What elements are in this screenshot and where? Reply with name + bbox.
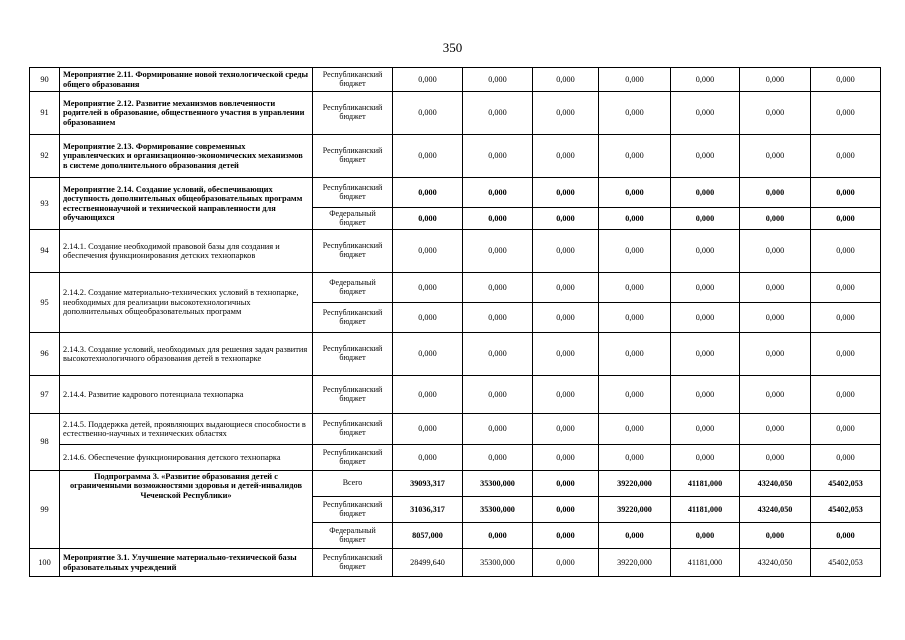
amount-cell: 0,000 (533, 445, 599, 471)
amount-cell: 45402,053 (811, 497, 881, 523)
activity-name: Подпрограмма 3. «Развитие образования детей с ограниченными возможностями здоровья и детей-инвалидов Чеченской Республики» (60, 471, 313, 549)
amount-cell: 0,000 (533, 178, 599, 208)
amount-cell: 0,000 (463, 178, 533, 208)
amount-cell: 0,000 (671, 178, 740, 208)
amount-cell: 0,000 (533, 497, 599, 523)
amount-cell: 0,000 (671, 230, 740, 273)
table-row (30, 230, 881, 273)
amount-cell: 39220,000 (599, 549, 671, 577)
amount-cell: 0,000 (811, 178, 881, 208)
table-row (30, 549, 881, 577)
amount-cell: 0,000 (740, 68, 811, 92)
amount-cell: 0,000 (811, 273, 881, 303)
amount-cell: 0,000 (533, 303, 599, 333)
amount-cell: 0,000 (671, 208, 740, 230)
row-number: 95 (30, 273, 60, 333)
table-body (30, 68, 881, 577)
amount-cell: 0,000 (533, 549, 599, 577)
amount-cell: 0,000 (671, 303, 740, 333)
amount-cell: 0,000 (393, 92, 463, 135)
amount-cell: 0,000 (393, 303, 463, 333)
table-row (30, 445, 881, 471)
amount-cell: 0,000 (599, 208, 671, 230)
amount-cell: 0,000 (463, 333, 533, 376)
amount-cell: 0,000 (740, 445, 811, 471)
amount-cell: 0,000 (393, 208, 463, 230)
amount-cell: 0,000 (463, 208, 533, 230)
amount-cell: 0,000 (811, 303, 881, 333)
amount-cell: 0,000 (740, 303, 811, 333)
amount-cell: 0,000 (463, 68, 533, 92)
amount-cell: 0,000 (671, 523, 740, 549)
amount-cell: 0,000 (811, 523, 881, 549)
funding-source: Республиканский бюджет (313, 445, 393, 471)
amount-cell: 0,000 (599, 303, 671, 333)
amount-cell: 0,000 (599, 376, 671, 414)
funding-source: Республиканский бюджет (313, 303, 393, 333)
amount-cell: 0,000 (811, 230, 881, 273)
funding-source: Республиканский бюджет (313, 497, 393, 523)
amount-cell: 0,000 (533, 414, 599, 445)
amount-cell: 0,000 (463, 445, 533, 471)
amount-cell: 45402,053 (811, 549, 881, 577)
amount-cell: 0,000 (463, 230, 533, 273)
amount-cell: 0,000 (740, 333, 811, 376)
funding-source: Республиканский бюджет (313, 376, 393, 414)
amount-cell: 0,000 (811, 68, 881, 92)
amount-cell: 0,000 (671, 92, 740, 135)
funding-source: Республиканский бюджет (313, 135, 393, 178)
budget-table (29, 67, 881, 577)
activity-name: Мероприятие 3.1. Улучшение материально-технической базы образовательных учреждений (60, 549, 313, 577)
amount-cell: 0,000 (671, 445, 740, 471)
amount-cell: 0,000 (740, 178, 811, 208)
row-number: 90 (30, 68, 60, 92)
amount-cell: 0,000 (393, 135, 463, 178)
amount-cell: 0,000 (671, 135, 740, 178)
activity-name: Мероприятие 2.11. Формирование новой технологической среды общего образования (60, 68, 313, 92)
activity-name: 2.14.5. Поддержка детей, проявляющих выдающиеся способности в естественно-научных и технических областях (60, 414, 313, 445)
amount-cell: 0,000 (533, 230, 599, 273)
funding-source: Федеральный бюджет (313, 273, 393, 303)
table-row (30, 273, 881, 303)
funding-source: Федеральный бюджет (313, 523, 393, 549)
amount-cell: 0,000 (740, 273, 811, 303)
amount-cell: 31036,317 (393, 497, 463, 523)
activity-name: Мероприятие 2.12. Развитие механизмов вовлеченности родителей в образование, общественного участия в управлении образованием (60, 92, 313, 135)
amount-cell: 0,000 (740, 135, 811, 178)
amount-cell: 0,000 (599, 333, 671, 376)
amount-cell: 0,000 (463, 303, 533, 333)
amount-cell: 0,000 (533, 92, 599, 135)
amount-cell: 0,000 (671, 414, 740, 445)
amount-cell: 35300,000 (463, 549, 533, 577)
amount-cell: 0,000 (463, 414, 533, 445)
amount-cell: 43240,050 (740, 549, 811, 577)
activity-name: 2.14.6. Обеспечение функционирования детского технопарка (60, 445, 313, 471)
amount-cell: 0,000 (393, 178, 463, 208)
amount-cell: 0,000 (671, 333, 740, 376)
amount-cell: 41181,000 (671, 471, 740, 497)
amount-cell: 0,000 (740, 208, 811, 230)
funding-source: Республиканский бюджет (313, 178, 393, 208)
table-row (30, 471, 881, 497)
amount-cell: 0,000 (811, 92, 881, 135)
amount-cell: 43240,050 (740, 497, 811, 523)
amount-cell: 0,000 (533, 523, 599, 549)
activity-name: 2.14.1. Создание необходимой правовой базы для создания и обеспечения функционирования детских технопарков (60, 230, 313, 273)
page-number: 350 (442, 40, 463, 55)
table-row (30, 414, 881, 445)
amount-cell: 0,000 (463, 523, 533, 549)
amount-cell: 0,000 (393, 273, 463, 303)
amount-cell: 0,000 (811, 376, 881, 414)
row-number: 93 (30, 178, 60, 230)
funding-source: Республиканский бюджет (313, 68, 393, 92)
funding-source: Всего (313, 471, 393, 497)
amount-cell: 0,000 (599, 230, 671, 273)
amount-cell: 41181,000 (671, 549, 740, 577)
funding-source: Республиканский бюджет (313, 92, 393, 135)
table-row (30, 135, 881, 178)
amount-cell: 0,000 (671, 376, 740, 414)
amount-cell: 0,000 (599, 178, 671, 208)
table-row (30, 178, 881, 208)
funding-source: Республиканский бюджет (313, 230, 393, 273)
amount-cell: 0,000 (740, 523, 811, 549)
amount-cell: 0,000 (599, 92, 671, 135)
amount-cell: 0,000 (740, 414, 811, 445)
amount-cell: 0,000 (463, 376, 533, 414)
amount-cell: 0,000 (811, 135, 881, 178)
amount-cell: 0,000 (811, 414, 881, 445)
activity-name: Мероприятие 2.13. Формирование современных управленческих и организационно-экономических механизмов в системе дополнительного образования детей (60, 135, 313, 178)
activity-name: 2.14.4. Развитие кадрового потенциала технопарка (60, 376, 313, 414)
amount-cell: 0,000 (463, 273, 533, 303)
table-row (30, 68, 881, 92)
activity-name: 2.14.2. Создание материально-технических условий в технопарке, необходимых для реализации высокотехнологичных дополнительных общеобразовательных программ (60, 273, 313, 333)
amount-cell: 39093,317 (393, 471, 463, 497)
amount-cell: 0,000 (393, 376, 463, 414)
funding-source: Федеральный бюджет (313, 208, 393, 230)
row-number: 92 (30, 135, 60, 178)
table-row (30, 376, 881, 414)
funding-source: Республиканский бюджет (313, 549, 393, 577)
row-number: 99 (30, 471, 60, 549)
amount-cell: 0,000 (599, 445, 671, 471)
amount-cell: 41181,000 (671, 497, 740, 523)
amount-cell: 0,000 (393, 445, 463, 471)
amount-cell: 0,000 (599, 273, 671, 303)
amount-cell: 0,000 (599, 523, 671, 549)
amount-cell: 0,000 (533, 333, 599, 376)
amount-cell: 0,000 (393, 333, 463, 376)
amount-cell: 0,000 (671, 68, 740, 92)
amount-cell: 0,000 (533, 135, 599, 178)
amount-cell: 0,000 (671, 273, 740, 303)
row-number: 98 (30, 414, 60, 471)
row-number: 97 (30, 376, 60, 414)
activity-name: Мероприятие 2.14. Создание условий, обеспечивающих доступность дополнительных общеобразовательных программ естественнонаучной и технической направленности для обучающихся (60, 178, 313, 230)
amount-cell: 0,000 (811, 445, 881, 471)
amount-cell: 0,000 (533, 471, 599, 497)
amount-cell: 35300,000 (463, 497, 533, 523)
amount-cell: 8057,000 (393, 523, 463, 549)
amount-cell: 0,000 (533, 208, 599, 230)
row-number: 96 (30, 333, 60, 376)
amount-cell: 0,000 (599, 414, 671, 445)
amount-cell: 39220,000 (599, 497, 671, 523)
amount-cell: 0,000 (740, 92, 811, 135)
amount-cell: 0,000 (740, 376, 811, 414)
funding-source: Республиканский бюджет (313, 333, 393, 376)
amount-cell: 0,000 (393, 230, 463, 273)
table-row (30, 92, 881, 135)
amount-cell: 0,000 (811, 333, 881, 376)
row-number: 100 (30, 549, 60, 577)
row-number: 94 (30, 230, 60, 273)
amount-cell: 43240,050 (740, 471, 811, 497)
amount-cell: 0,000 (599, 135, 671, 178)
amount-cell: 0,000 (393, 414, 463, 445)
amount-cell: 0,000 (599, 68, 671, 92)
amount-cell: 0,000 (740, 230, 811, 273)
amount-cell: 0,000 (811, 208, 881, 230)
activity-name: 2.14.3. Создание условий, необходимых для решения задач развития высокотехнологичного образования детей в технопарке (60, 333, 313, 376)
table-row (30, 333, 881, 376)
amount-cell: 0,000 (533, 68, 599, 92)
amount-cell: 0,000 (393, 68, 463, 92)
amount-cell: 28499,640 (393, 549, 463, 577)
amount-cell: 35300,000 (463, 471, 533, 497)
row-number: 91 (30, 92, 60, 135)
amount-cell: 0,000 (463, 135, 533, 178)
amount-cell: 39220,000 (599, 471, 671, 497)
amount-cell: 0,000 (533, 376, 599, 414)
amount-cell: 0,000 (533, 273, 599, 303)
amount-cell: 0,000 (463, 92, 533, 135)
amount-cell: 45402,053 (811, 471, 881, 497)
funding-source: Республиканский бюджет (313, 414, 393, 445)
